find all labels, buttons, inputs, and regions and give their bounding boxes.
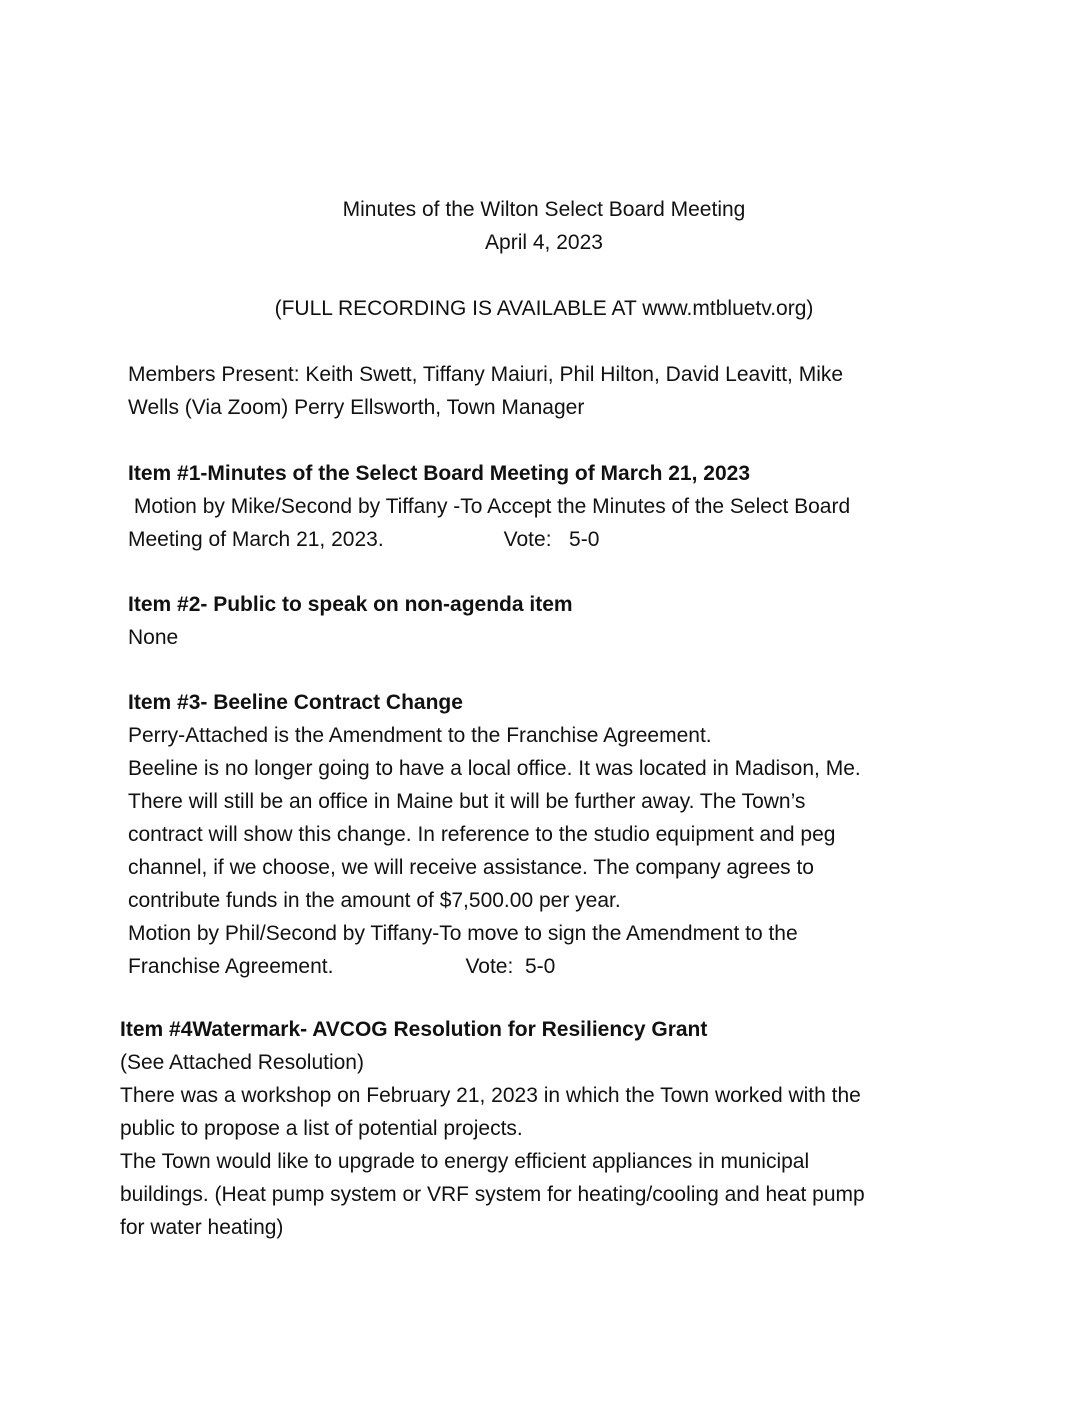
item-4-line-6: for water heating) (120, 1216, 284, 1239)
item-3-vote: Vote: 5-0 (465, 955, 556, 978)
item-4-line-4: The Town would like to upgrade to energy efficient appliances in municipal (120, 1150, 810, 1173)
item-2-body: None (128, 626, 179, 649)
members-line-2: Wells (Via Zoom) Perry Ellsworth, Town Manager (128, 396, 585, 419)
item-2 (128, 588, 958, 654)
item-1-vote: Vote: 5-0 (503, 528, 600, 551)
item-3 (128, 686, 958, 983)
item-1-heading: Item #1-Minutes of the Select Board Meeting of March 21, 2023 (128, 462, 750, 485)
item-3-line-3: There will still be an office in Maine but it will be further away. The Town’s (128, 790, 806, 813)
item-3-line-2: Beeline is no longer going to have a local office. It was located in Madison, Me. (128, 757, 861, 780)
item-3-line-8-wrap (128, 950, 958, 983)
item-1-line-2: Meeting of March 21, 2023. (128, 528, 384, 551)
meeting-date: April 4, 2023 (485, 231, 603, 254)
item-4-line-5: buildings. (Heat pump system or VRF system for heating/cooling and heat pump (120, 1183, 865, 1206)
item-4-line-3: public to propose a list of potential projects. (120, 1117, 523, 1140)
recording-note: (FULL RECORDING IS AVAILABLE AT www.mtbluetv.org) (274, 297, 814, 320)
item-3-heading: Item #3- Beeline Contract Change (128, 691, 463, 714)
item-3-line-7: Motion by Phil/Second by Tiffany-To move to sign the Amendment to the (128, 922, 798, 945)
members-line-1: Members Present: Keith Swett, Tiffany Maiuri, Phil Hilton, David Leavitt, Mike (128, 363, 844, 386)
item-4-line-2: There was a workshop on February 21, 2023 in which the Town worked with the (120, 1084, 861, 1107)
item-3-line-6: contribute funds in the amount of $7,500.00 per year. (128, 889, 621, 912)
item-3-line-4: contract will show this change. In reference to the studio equipment and peg (128, 823, 836, 846)
item-1-line-1: Motion by Mike/Second by Tiffany -To Accept the Minutes of the Select Board (128, 495, 851, 518)
item-4-heading: Item #4Watermark- AVCOG Resolution for Resiliency Grant (120, 1018, 708, 1041)
item-3-line-8: Franchise Agreement. (128, 955, 334, 978)
members-present (128, 358, 958, 424)
item-3-line-1: Perry-Attached is the Amendment to the Franchise Agreement. (128, 724, 712, 747)
item-2-heading: Item #2- Public to speak on non-agenda item (128, 593, 573, 616)
item-1 (128, 457, 958, 556)
item-1-line-2-wrap (128, 523, 958, 556)
item-4 (120, 1013, 980, 1244)
document-title: Minutes of the Wilton Select Board Meeting (342, 198, 746, 221)
item-4-line-1: (See Attached Resolution) (120, 1051, 364, 1074)
item-3-line-5: channel, if we choose, we will receive assistance. The company agrees to (128, 856, 814, 879)
